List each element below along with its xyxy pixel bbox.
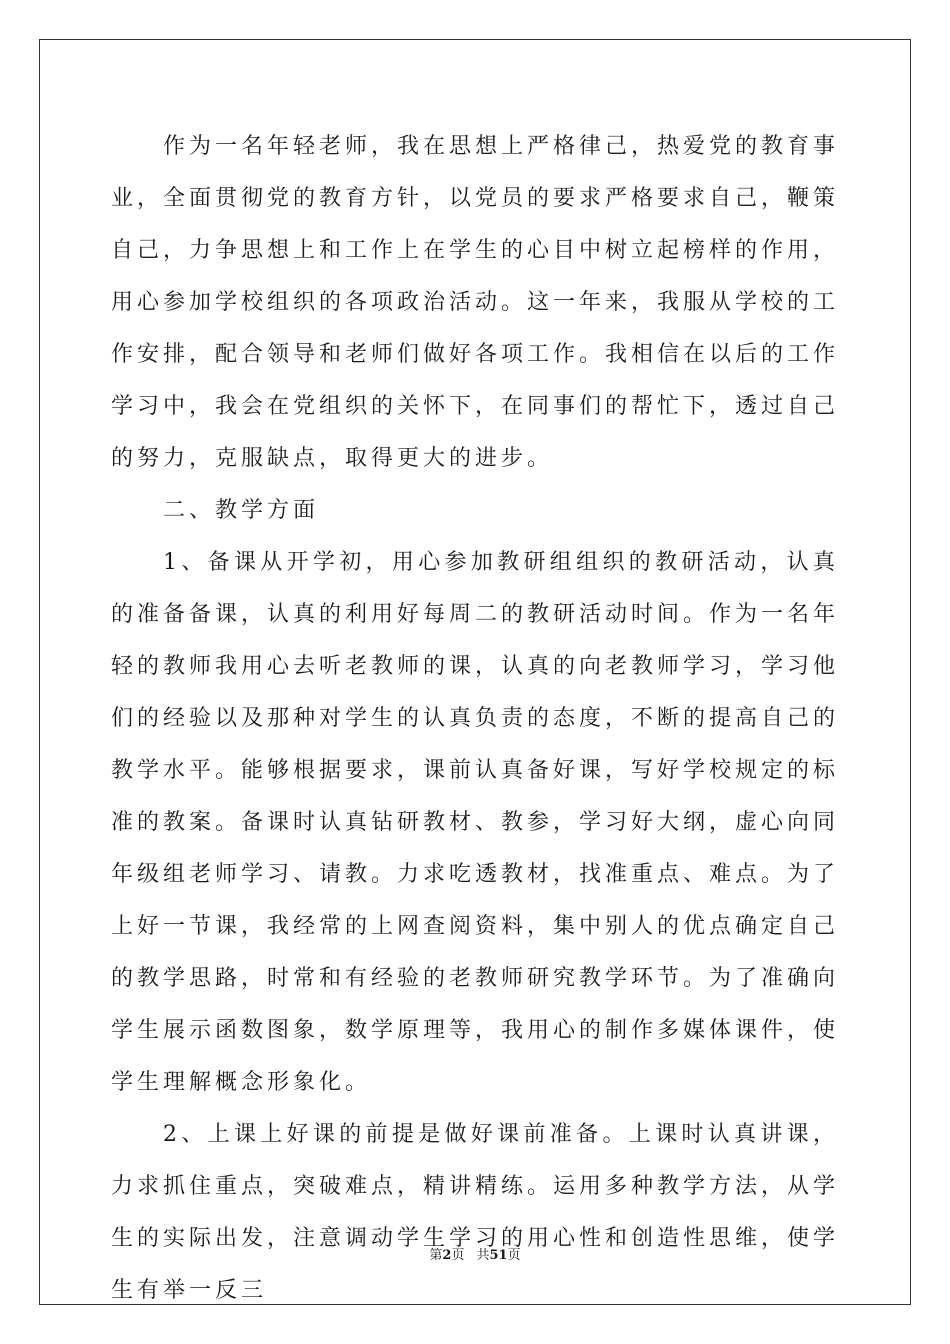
paragraph-intro: 作为一名年轻老师，我在思想上严格律己，热爱党的教育事业，全面贯彻党的教育方针，以党员的要求严格要求自己，鞭策自己，力争思想上和工作上在学生的心目中树立起榜样的作用，用心参加学校组织的各项政治活动。这一年来，我服从学校的工作安排，配合领导和老师们做好各项工作。我相信在以后的工作学习中，我会在党组织的关怀下，在同事们的帮忙下，透过自己的努力，克服缺点，取得更大的进步。 (111, 134, 840, 471)
page-footer (0, 1247, 950, 1265)
total-pages-number: 51 (489, 1248, 508, 1263)
paragraph-teaching-class: 2、上课上好课的前提是做好课前准备。上课时认真讲课，力求抓住重点，突破难点，精讲精练。运用多种教学方法，从学生的实际出发，注意调动学生学习的用心性和创造性思维，使学生有举一反三 (111, 1122, 840, 1303)
section-heading-teaching: 二、教学方面 (163, 498, 320, 523)
current-page-number: 2 (442, 1248, 452, 1263)
document-body (111, 121, 839, 1317)
page-number-prefix: 第 (429, 1248, 443, 1263)
page-number-suffix: 页 (451, 1248, 465, 1263)
paragraph-lesson-prep: 1、备课从开学初，用心参加教研组组织的教研活动，认真的准备备课，认真的利用好每周二的教研活动时间。作为一名年轻的教师我用心去听老教师的课，认真的向老教师学习，学习他们的经验以及那种对学生的认真负责的态度，不断的提高自己的教学水平。能够根据要求，课前认真备好课，写好学校规定的标准的教案。备课时认真钻研教材、教参，学习好大纲，虚心向同年级组老师学习、请教。力求吃透教材，找准重点、难点。为了上好一节课，我经常的上网查阅资料，集中别人的优点确定自己的教学思路，时常和有经验的老教师研究教学环节。为了准确向学生展示函数图象，数学原理等，我用心的制作多媒体课件，使学生理解概念形象化。 (111, 550, 840, 1095)
total-pages-suffix: 页 (507, 1248, 521, 1263)
total-pages-prefix: 共 (476, 1248, 490, 1263)
